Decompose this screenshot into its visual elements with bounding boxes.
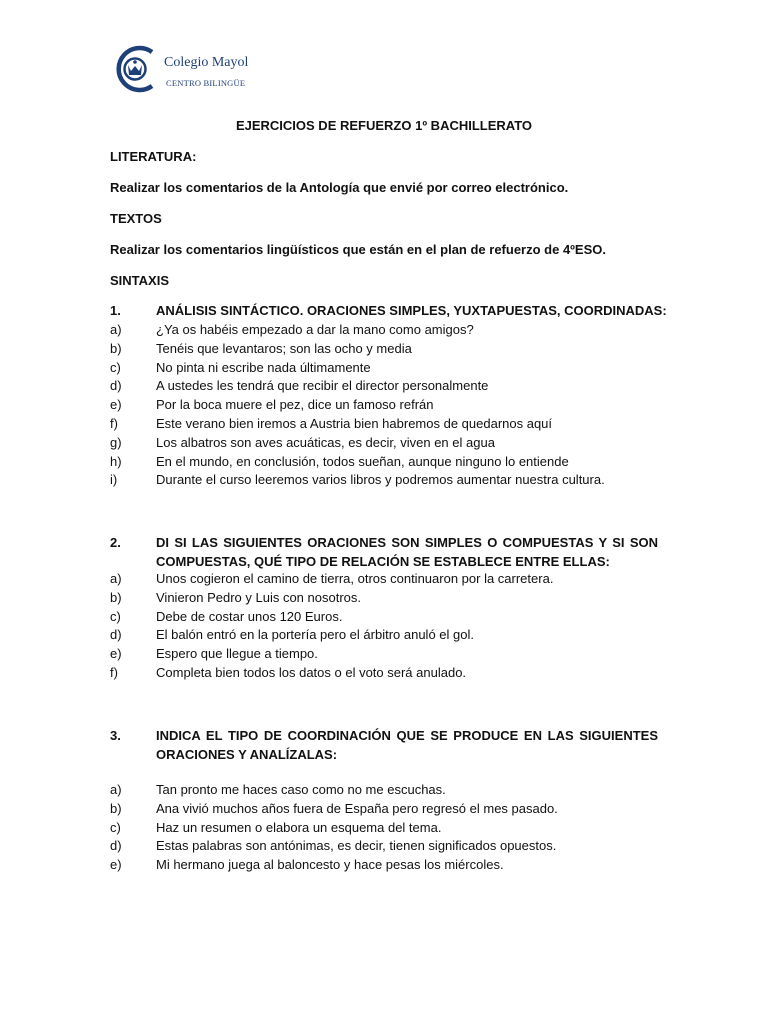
item-text: Unos cogieron el camino de tierra, otros continuaron por la carretera. [156,571,554,586]
section-3-heading-line2: ORACIONES Y ANALÍZALAS: [156,747,338,762]
item-text: Haz un resumen o elabora un esquema del tema. [156,819,442,835]
logo-subtitle: CENTRO BILINGÜE [166,78,246,88]
item-letter: i) [110,472,118,488]
item-text: Mi hermano juega al baloncesto y hace pesas los miércoles. [156,857,504,873]
school-crest-icon [112,40,162,98]
item-letter: b) [110,800,122,816]
item-letter: b) [110,340,122,356]
item-text: Espero que llegue a tiempo. [156,646,318,662]
item-text: El balón entró en la portería pero el árbitro anuló el gol. [156,627,474,643]
item-text: Estas palabras son antónimas, es decir, tienen significados opuestos. [156,838,557,854]
logo-name: Colegio Mayol [164,55,249,70]
item-text: Tan pronto me haces caso como no me escuchas. [156,782,446,797]
textos-heading: TEXTOS [110,211,162,226]
section-3-number: 3. [110,728,121,743]
item-text: Los albatros son aves acuáticas, es decir, viven en el agua [156,434,495,450]
item-text: Por la boca muere el pez, dice un famoso refrán [156,397,434,413]
item-letter: c) [110,608,121,624]
item-letter: h) [110,453,122,469]
section-1-number: 1. [110,303,121,318]
section-2-heading-line1: DI SI LAS SIGUIENTES ORACIONES SON SIMPLES O COMPUESTAS Y SI SON [156,535,658,550]
item-letter: d) [110,627,122,643]
item-text: No pinta ni escribe nada últimamente [156,359,371,375]
section-3-heading-line1: INDICA EL TIPO DE COORDINACIÓN QUE SE PRODUCE EN LAS SIGUIENTES [156,728,658,743]
section-2-heading-line2: COMPUESTAS, QUÉ TIPO DE RELACIÓN SE ESTABLECE ENTRE ELLAS: [156,554,610,569]
literatura-text: Realizar los comentarios de la Antología que envié por correo electrónico. [110,180,569,195]
item-letter: d) [110,378,122,394]
item-letter: a) [110,571,122,586]
sintaxis-heading: SINTAXIS [110,273,169,288]
section-1-heading: ANÁLISIS SINTÁCTICO. ORACIONES SIMPLES, YUXTAPUESTAS, COORDINADAS: [156,303,667,318]
item-letter: d) [110,838,122,854]
item-letter: b) [110,589,122,605]
item-text: Este verano bien iremos a Austria bien habremos de quedarnos aquí [156,415,553,431]
item-text: Completa bien todos los datos o el voto será anulado. [156,664,467,680]
document-title: EJERCICIOS DE REFUERZO 1º BACHILLERATO [235,118,533,133]
item-letter: c) [110,359,121,375]
item-letter: g) [110,434,122,450]
item-text: A ustedes les tendrá que recibir el director personalmente [156,378,489,394]
item-letter: c) [110,819,121,835]
item-letter: f) [110,415,118,431]
section-2-number: 2. [110,535,121,550]
item-text: Tenéis que levantaros; son las ocho y media [156,340,412,356]
item-letter: e) [110,857,122,873]
item-text: Ana vivió muchos años fuera de España pero regresó el mes pasado. [156,800,558,816]
literatura-heading: LITERATURA: [110,149,197,164]
item-letter: e) [110,397,122,413]
item-text: Debe de costar unos 120 Euros. [156,608,343,624]
textos-text: Realizar los comentarios lingüísticos que están en el plan de refuerzo de 4ºESO. [110,242,606,257]
item-text: En el mundo, en conclusión, todos sueñan, aunque ninguno lo entiende [156,453,569,469]
item-letter: a) [110,782,122,797]
item-letter: a) [110,322,122,337]
school-logo [112,40,272,98]
item-letter: e) [110,646,122,662]
item-letter: f) [110,664,118,680]
item-text: Vinieron Pedro y Luis con nosotros. [156,589,361,605]
item-text: Durante el curso leeremos varios libros y podremos aumentar nuestra cultura. [156,472,605,488]
item-text: ¿Ya os habéis empezado a dar la mano como amigos? [156,322,474,337]
